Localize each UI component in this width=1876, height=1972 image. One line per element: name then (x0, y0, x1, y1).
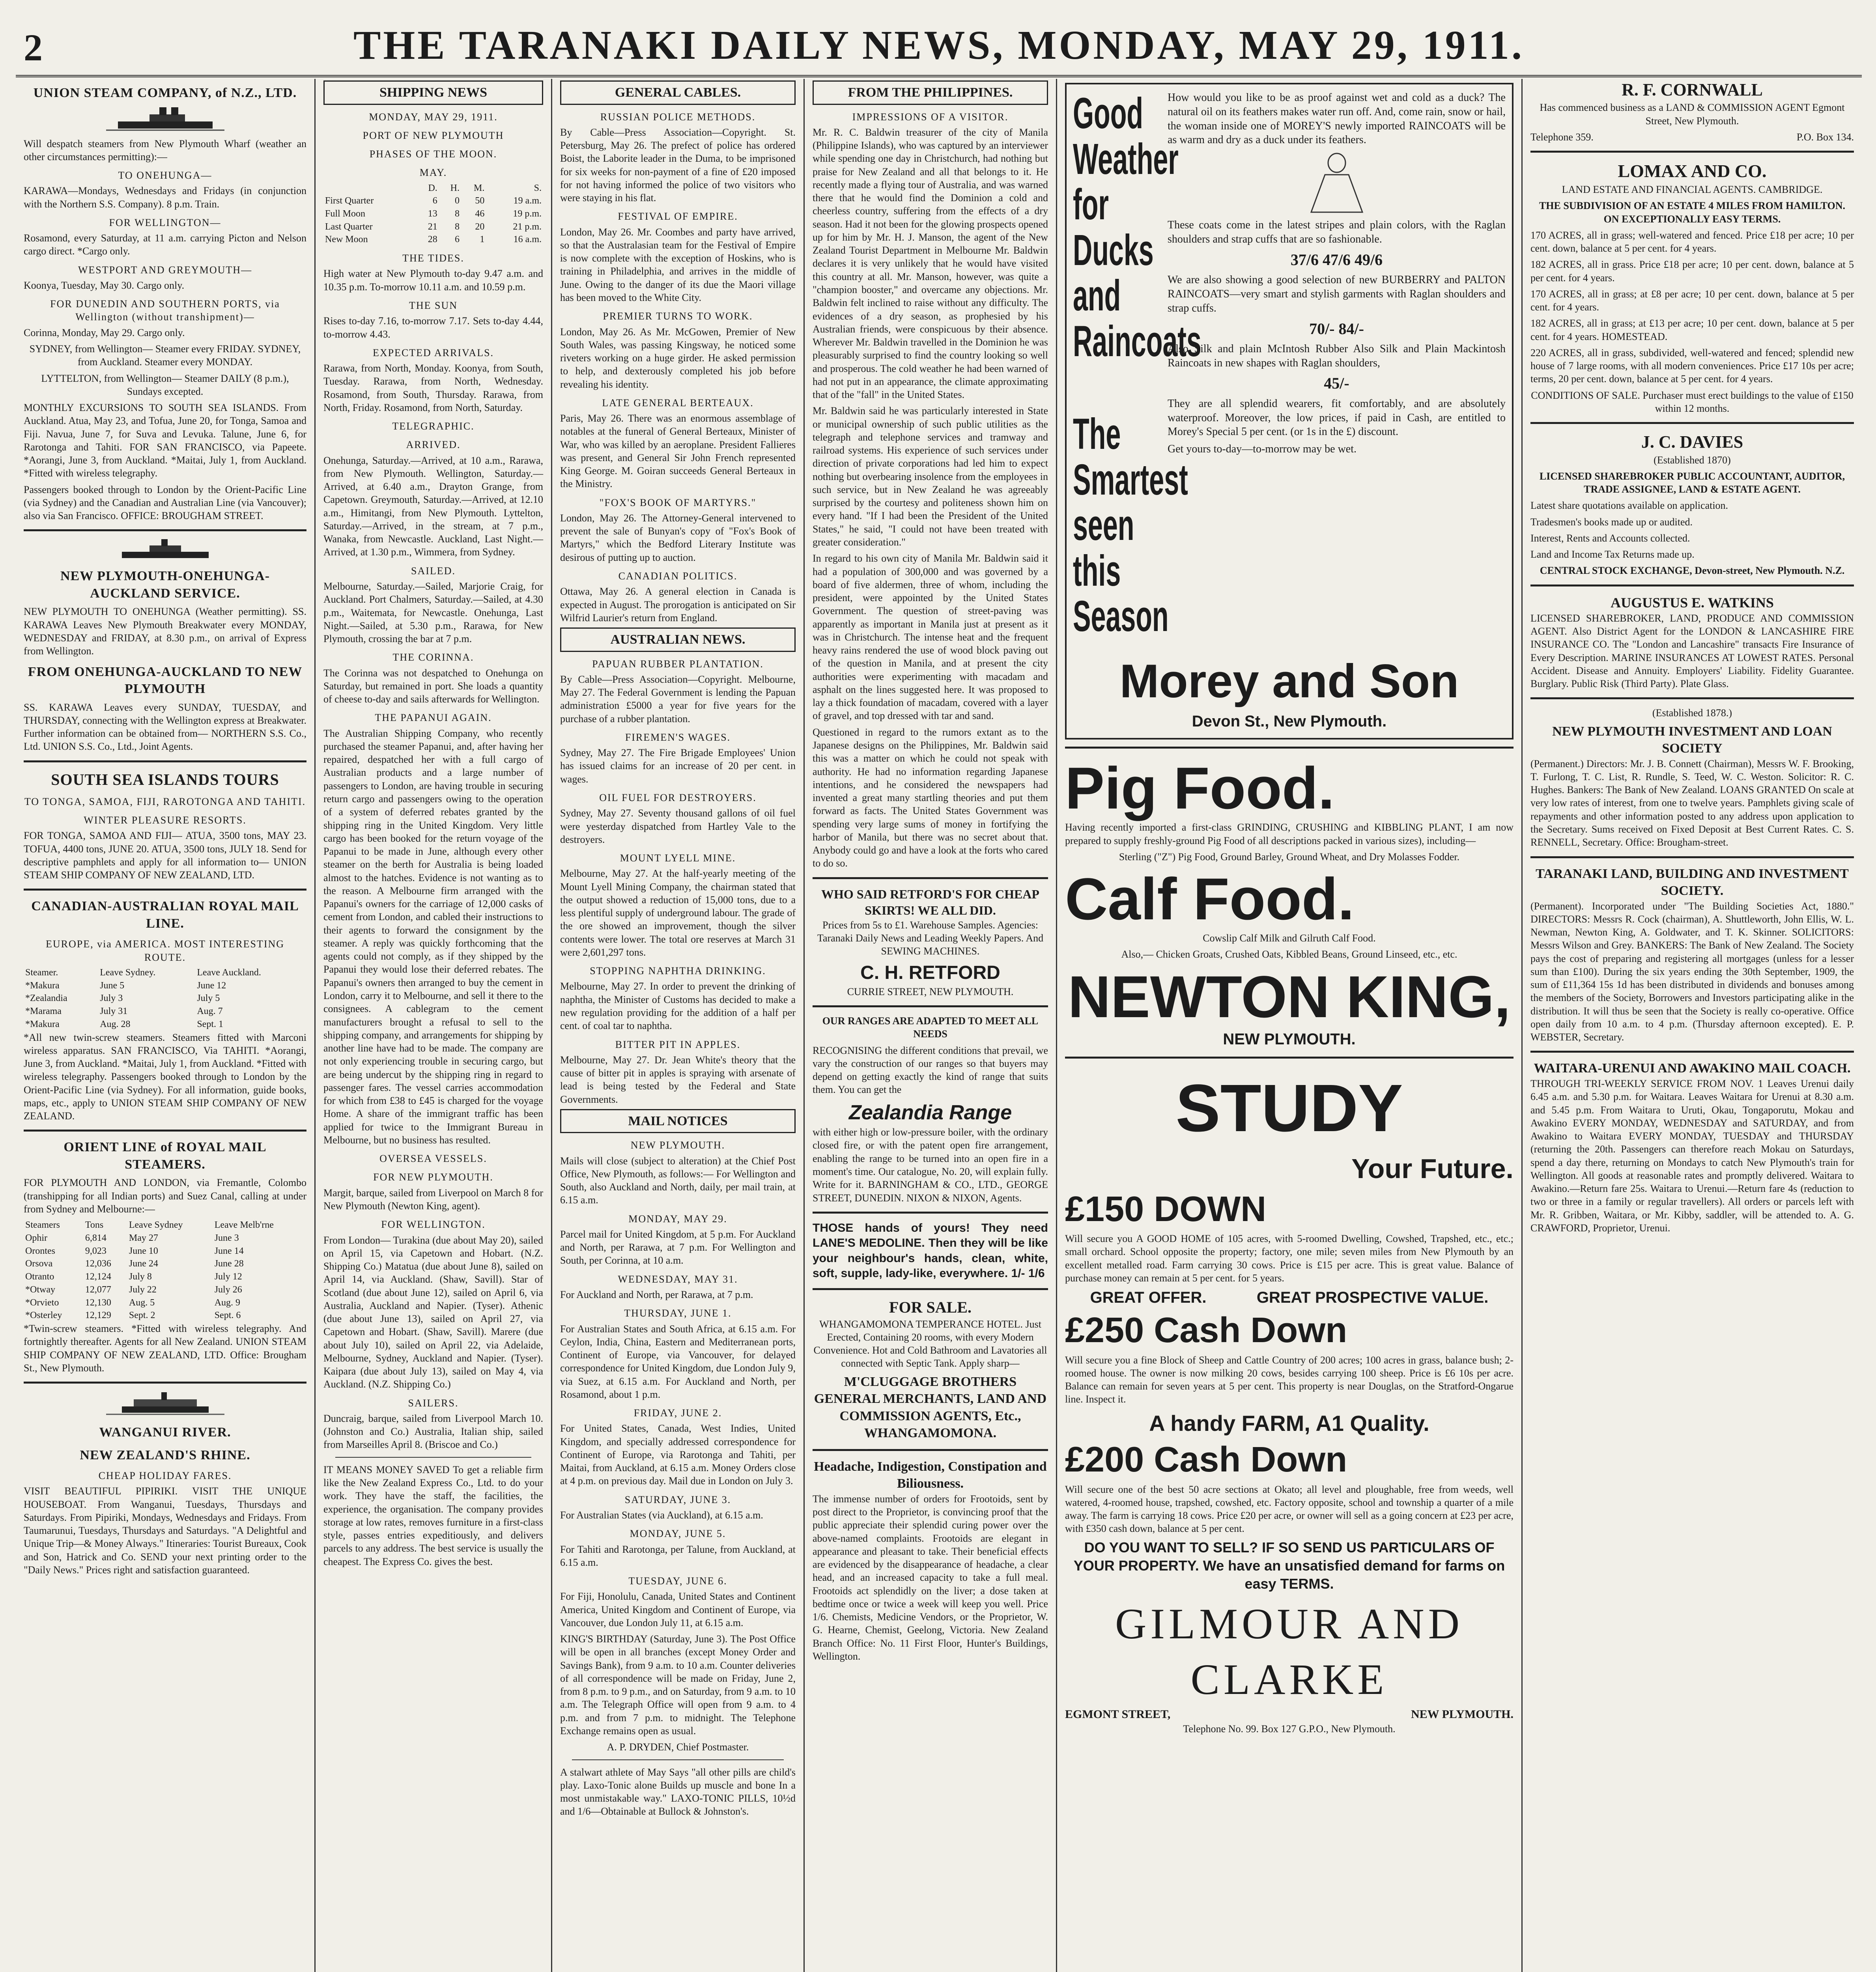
steamer-icon (114, 538, 217, 562)
calf-food-heading: Calf Food. (1065, 866, 1355, 932)
npil-text: (Permanent.) Directors: Mr. J. B. Connett (Chairman), Messrs W. F. Brooking, T. Furlong, T. C. List, R. Rundle, S. Teed, W. C. Weston. Solicitor: R. C. Hughes. Bankers: The Bank of New Zealand. LOANS GRANTED On scale at very low rates of interest, from one to twelve years. Pamphlets giving scale of repayments and other information posted to any address upon application to the Secretary. Sums received on Fixed Deposit at Best Current Rates. C. S. RENNELL, Secretary. Office: Brougham-street. (1530, 758, 1854, 848)
prospective-value: GREAT PROSPECTIVE VALUE. (1256, 1289, 1489, 1307)
raincoat-prices: 37/6 47/6 49/6 (1290, 250, 1383, 269)
kings-birthday-notice: KING'S BIRTHDAY (Saturday, June 3). The Post Office will be open in all branches (except Money Order and Savings Bank), from 9 a.m. to 10 a.m. Counter deliveries of all correspondence will be made on Friday, June 2, from 8 p.m. to 9 p.m., and on Saturday, from 9 a.m. to 10 a.m. The Telegraph Office will open from 9 a.m. to 4 p.m. and from 7 p.m. to midnight. The Telephone Exchange remains open as usual. (560, 1633, 796, 1737)
auckland-np-text: SS. KARAWA Leaves every SUNDAY, TUESDAY, and THURSDAY, connecting with the Wellington express at Breakwater. Further information can be obtained from— NORTHERN S.S. Co., Ltd. UNION S.S. Co., Ltd., Joint Agents. (24, 701, 306, 753)
page-number: 2 (24, 26, 43, 69)
pig-food-list: Sterling ("Z") Pig Food, Ground Barley, Ground Wheat, and Dry Molasses Fodder. (1119, 851, 1460, 863)
pig-calf-food-ad (1065, 756, 1514, 1049)
morey-address: Devon St., New Plymouth. (1192, 713, 1387, 730)
newton-king-place: NEW PLYMOUTH. (1223, 1030, 1356, 1048)
mail-day-text: For Fiji, Honolulu, Canada, United States and Continent America, United Kingdom and Continent of Europe, via Vancouver, due London July 11, at 6.15 a.m. (560, 1591, 796, 1628)
dunedin-heading: FOR DUNEDIN AND SOUTHERN PORTS, via Wellington (without transhipment)— (50, 298, 280, 323)
column-philippines (805, 79, 1057, 1972)
arrived-heading: ARRIVED. (406, 439, 461, 451)
philippines-sub: IMPRESSIONS OF A VISITOR. (852, 111, 1009, 123)
article-text: By Cable—Press Association—Copyright. Melbourne, May 27. The Federal Government is lending the Papuan administration £5000 a year for five years for the purchase of a rubber plantation. (560, 673, 796, 725)
lomax-conditions: CONDITIONS OF SALE. Purchaser must erect buildings to the value of £150 within 12 months. (1531, 389, 1854, 414)
article-text: Sydney, May 27. Seventy thousand gallons of oil fuel were yesterday dispatched from Hartley Vale to the destroyers. (560, 807, 796, 845)
winter-resorts: WINTER PLEASURE RESORTS. (84, 814, 247, 826)
wanganui-heading: WANGANUI RIVER. (99, 1425, 231, 1440)
article-text: Ottawa, May 26. A general election in Canada is expected in August. The prorogation is anticipated on Sir Wilfrid Laurier's return from England. (560, 586, 796, 624)
dunedin-text: Corinna, Monday, May 29. Cargo only. (24, 327, 185, 338)
lyttelton-service: LYTTELTON, from Wellington— Steamer DAILY (8 p.m.), Sundays excepted. (41, 372, 289, 397)
davies-service: Latest share quotations available on application. (1530, 500, 1728, 512)
silk-text: Also Silk and plain McIntosh Rubber Also Silk and Plain Mackintosh Raincoats in new shapes with Raglan shoulders, (1168, 342, 1506, 369)
table-row: Otranto 12,124 July 8 July 12 (25, 1272, 242, 1282)
expected-text: Rarawa, from North, Monday. Koonya, from South, Tuesday. Rarawa, from North, Wednesday. Rosamond, from South, Thursday. Rarawa, from North, Friday. Rosamond, from North, Saturday. (323, 362, 543, 413)
overseas-np-text: Margit, barque, sailed from Liverpool on March 8 for New Plymouth (Newton King, agent). (323, 1187, 543, 1212)
raincoats-headline: Good Weather for Ducks and Raincoats The Smartest seen this Season (1073, 91, 1201, 639)
coach-text: THROUGH TRI-WEEKLY SERVICE FROM NOV. 1 Leaves Urenui daily 6.45 a.m. and 5.30 p.m. for Waitara. Leaves Waitara for Urenui at 8.30 a.m. and 5.45 p.m. From Waitara to Uruti, Okau, Tongaporutu, Mokau and Awakino EVERY MONDAY, WEDNESDAY and SATURDAY, and from Awakino to Waitara EVERY MONDAY, TUESDAY and THURSDAY (returning the 20th. Passengers can therefore reach Mokau on Saturdays, spend a day there, returning on Mondays to catch New Plymouth's train for Wellington. All goods at reasonable rates and promptly delivered. Waitara to Awakino.—Return fare 25s. Waitara to Urenui.—Return fare 4s (reduction to two or three in a family or regular travellers). All orders or parcels left with Mr. R. Gribben, Waitara, or Mr. Kibby, saddler, will be attended to. A. G. CRAWFORD, Proprietor, Urenui. (1530, 1078, 1854, 1234)
article-text: Mr. R. C. Baldwin treasurer of the city of Manila (Philippine Islands), who was captured by an interviewer while spending one day in Christchurch, had nothing but praise for New Zealand and all that belongs to it. He recently made a flying tour of Australia, and was warned there that he would find the Dominion a cold and cheerless country, suffering from the effects of a dry season. Had it not been for the glowing prospects opened up for him by Mr. H. J. Manson, the agent of the New Zealand Tourist Department in Melbourne Mr. Baldwin declares it is very unlikely that he would have visited this country at all. Mr. Manson, however, was quite a "champion booster," and overcame any objections. Mr. Baldwin felt inclined to raise without any difficulty. The evidences of a dry season, as prophesied by his Australian friends, were conspicuous by their absence. Wherever Mr. Baldwin travelled in the Dominion he was pleasurably surprised to find the country looking so well and prosperous. The cold weather he had been warned of had not put in an appearance, the climate approximating that of the "fall" in the United States. (813, 126, 1048, 401)
table-row: *Osterley 12,129 Sept. 2 Sept. 6 (25, 1310, 241, 1321)
article-text: London, May 26. As Mr. McGowen, Premier of New South Wales, was passing Kingsway, he noticed some riveters working on a huge girder. He asked permission to help, and dexterously completed his job before revealing his identity. (560, 326, 796, 390)
papanui-heading: THE PAPANUI AGAIN. (375, 712, 492, 724)
telegraphic-heading: TELEGRAPHIC. (392, 420, 475, 432)
calf-food-text: Cowslip Calf Milk and Gilruth Calf Food. (1203, 932, 1376, 944)
usc-company-name: UNION STEAM COMPANY, of N.Z., LTD. (33, 86, 297, 100)
lomax-item: 220 ACRES, all in grass, subdivided, well-watered and fenced; splendid new house of 7 large rooms, with all modern conveniences. Price £17 10s per acre; terms, 20 per cent. down, balance at 5 per cent. for 4 years. (1530, 347, 1854, 385)
westport-heading: WESTPORT AND GREYMOUTH— (78, 264, 252, 276)
gilmour-clarke-name: GILMOUR AND CLARKE (1115, 1599, 1464, 1703)
mail-day-text: For Auckland and North, per Rarawa, at 7 p.m. (560, 1289, 753, 1300)
table-row: *Makura June 5 June 12 (25, 980, 226, 991)
zealandia-name: Zealandia Range (848, 1101, 1012, 1124)
article-heading: "FOX'S BOOK OF MARTYRS." (599, 497, 757, 508)
corinna-text: The Corinna was not despatched to Onehunga on Saturday, but remained in port. She loads a quantity of cheese to-day and sails afterwards for Wellington. (323, 667, 543, 705)
arrived-text: Onehunga, Saturday.—Arrived, at 10 a.m., Rarawa, from New Plymouth. Wellington, Saturday.—Arrived, at 6.40 a.m., Drayton Grange, from Capetown. Greymouth, Saturday.—Arrived, at 12.10 a.m., Himitangi, from New Plymouth. Lyttelton, Saturday.—Arrived, in the stream, at 7 p.m., Wanaka, from Newcastle. Auckland, Last Night.—Arrived, at 1.30 p.m., Wimmera, from Sydney. (323, 454, 543, 558)
sailers-text: Duncraig, barque, sailed from Liverpool March 10. (Johnston and Co.) Australia, Italian ship, sailed from Marseilles April 8. (Briscoe and Co.) (323, 1412, 543, 1451)
table-row: Last Quarter 21 8 20 21 p.m. (325, 221, 542, 232)
mail-day-text: For Australian States (via Auckland), at 6.15 a.m. (560, 1509, 763, 1521)
orient-line-heading: ORIENT LINE of ROYAL MAIL STEAMERS. (64, 1140, 267, 1172)
wellington-heading: FOR WELLINGTON— (109, 217, 221, 228)
mcluggage-name: M'CLUGGAGE BROTHERS GENERAL MERCHANTS, LAND AND COMMISSION AGENTS, Etc., WHANGAMOMONA. (814, 1374, 1047, 1441)
handy-farm: A handy FARM, A1 Quality. (1149, 1410, 1429, 1436)
gilmour-town: NEW PLYMOUTH. (1411, 1708, 1514, 1721)
table-header: Steamer. (25, 967, 58, 978)
table-row: *Marama July 31 Aug. 7 (25, 1006, 223, 1017)
cash-200-heading: £200 Cash Down (1065, 1440, 1347, 1480)
onehunga-text: KARAWA—Mondays, Wednesdays and Fridays (in conjunction with the Northern S.S. Company). 8 p.m. Train. (24, 185, 306, 210)
table-header: Tons (85, 1220, 104, 1231)
onehunga-auckland-heading: NEW PLYMOUTH-ONEHUNGA-AUCKLAND SERVICE. (60, 569, 270, 601)
table-row: Full Moon 13 8 46 19 p.m. (325, 209, 542, 219)
orient-schedule-table (24, 1219, 306, 1322)
sun-text: Rises to-day 7.16, to-morrow 7.17. Sets to-day 4.44, to-morrow 4.43. (323, 315, 543, 340)
zealandia-top: OUR RANGES ARE ADAPTED TO MEET ALL NEEDS (822, 1015, 1039, 1040)
article-text: Melbourne, May 27. Dr. Jean White's theory that the cause of bitter pit in apples is spraying with arsenate of lead is being tested by the Federal and State Governments. (560, 1054, 796, 1105)
down-150-heading: £150 DOWN (1065, 1189, 1267, 1229)
for-sale-text: WHANGAMOMONA TEMPERANCE HOTEL. Just Erected, Containing 20 rooms, with every Modern Convenience. Hot and Cold Bathroom and Lavatories all connected with Septic Tank. Apply sharp— (813, 1318, 1047, 1369)
westport-text: Koonya, Tuesday, May 30. Cargo only. (24, 279, 185, 291)
waterproof-text: They are all splendid wearers, fit comfortably, and are absolutely waterproof. Moreover, the low prices, if paid in Cash, are entitled to Morey's Special 5 per cent. (or 1s in the £) discount. (1168, 397, 1506, 438)
overseas-wellington-heading: FOR WELLINGTON. (381, 1219, 486, 1231)
article-heading: STOPPING NAPHTHA DRINKING. (590, 965, 766, 977)
gilmour-clarke-ad (1065, 1066, 1514, 1735)
calf-food-also: Also,— Chicken Groats, Crushed Oats, Kibbled Beans, Ground Linseed, etc., etc. (1121, 949, 1457, 960)
expected-heading: EXPECTED ARRIVALS. (372, 347, 494, 359)
retford-text: Prices from 5s to £1. Warehouse Samples. Agencies: Taranaki Daily News and Leading Weekly Papers. And SEWING MACHINES. (817, 919, 1044, 957)
table-header: Leave Sydney (129, 1220, 183, 1231)
general-cables-header: GENERAL CABLES. (560, 80, 796, 105)
davies-service: Interest, Rents and Accounts collected. (1530, 532, 1690, 544)
want-to-sell: DO YOU WANT TO SELL? IF SO SEND US PARTICULARS OF YOUR PROPERTY. We have an unsatisfied demand for farms on easy TERMS. (1073, 1539, 1505, 1592)
canadian-line-sub: EUROPE, via AMERICA. MOST INTERESTING ROUTE. (45, 938, 285, 963)
medoline-ad: THOSE hands of yours! They need LANE'S MEDOLINE. Then they will be like your neighbour's hands, clean, white, soft, supple, lady-like, everywhere. 1/- 1/6 (813, 1221, 1048, 1280)
papanui-text: The Australian Shipping Company, who recently purchased the steamer Papanui, and, after having her repaired, despatched her with a full cargo of Australian products and a large number of passengers to London, are having trouble in securing return cargo and passengers owing to the operation of a system of deferred rebates granted by the shipping ring in the United Kingdom. Very little cargo has been booked for the return voyage of the Papanui to be made in June, although every other steamer on the berth for Australia is being loaded almost to the hatches. Evidence is not wanting as to the reason. A Melbourne firm arranged with the Papanui's owners for the carriage of 12,000 casks of cement from London, and cabled their instructions to their agents to forward the consignment by the steamer. A reply was quickly forthcoming that the agents could not comply, as if they shipped by the Papanui they would lose their deferred rebates. The Papanui's owners then arranged to buy the cement in London, carry it to Melbourne, and sell it there to the consignees. A cablegram to the cement manufacturers brought a refusal to sell to the shipping company, and arrangements for shipping by another line have had to be made. The company are not only experiencing trouble in securing cargo, but are being undercut by the shipping ring in regard to passenger fares. The vessel carries accommodation for which from £38 to £45 is charged for the voyage Home. A share of the immigrant traffic has been applied for twice to the Immigrant Bureau in Melbourne, but no business has resulted. (323, 727, 543, 1146)
article-heading: MOUNT LYELL MINE. (620, 852, 736, 864)
study-heading: STUDY (1175, 1070, 1403, 1146)
auckland-np-heading: FROM ONEHUNGA-AUCKLAND TO NEW PLYMOUTH (28, 664, 303, 697)
wanganui-text: VISIT BEAUTIFUL PIPIRIKI. VISIT THE UNIQUE HOUSEBOAT. From Wanganui, Tuesdays, Thursdays and Saturdays. From Pipiriki, Mondays, Wednesdays and Fridays. From Taumarunui, Tuesdays, Thursdays and Saturdays. "A Delightful and Unique Trip—& Money Always." Itineraries: Tourist Bureaux, Cook and Son, Hatrick and Co. SEND your next printing order to the "Daily News." Prices right and satisfaction guaranteed. (24, 1485, 306, 1576)
lomax-item: 170 ACRES, all in grass; at £8 per acre; 10 per cent. down, balance at 5 per cent. for 4 years. (1530, 288, 1854, 313)
port-heading: PORT OF NEW PLYMOUTH (362, 129, 504, 141)
article-heading: BITTER PIT IN APPLES. (615, 1038, 741, 1050)
table-header: Steamers (25, 1220, 60, 1231)
study-sub: Your Future. (1351, 1153, 1514, 1184)
for-sale-heading: FOR SALE. (889, 1298, 972, 1317)
pig-food-heading: Pig Food. (1065, 755, 1335, 822)
sailed-heading: SAILED. (411, 565, 456, 577)
raincoat-woman-illustration (1278, 151, 1396, 214)
shipping-date: MONDAY, MAY 29, 1911. (369, 111, 498, 123)
davies-name: J. C. DAVIES (1641, 432, 1743, 452)
onehunga-heading: TO ONEHUNGA— (118, 170, 212, 181)
sailers-heading: SAILERS. (408, 1397, 459, 1409)
article-text: In regard to his own city of Manila Mr. Baldwin said it had a population of 300,000 and was governed by a board of five aldermen, three of whom, including the president, were appointed by the United States Government. The question of street-paving was apparently as important in Manila just at present as it was in Christchurch. The intense heat and the frequent heavy rains rendered the use of wood block paving out of the question in Manila, and at present the city authorities were experimenting with macadam and asphalt on the lines suggested here. It was proposed to lay a thick foundation of macadam, covered with a layer of gravel, and top dressed with tar and sand. (813, 553, 1048, 722)
postmaster-signature: A. P. DRYDEN, Chief Postmaster. (607, 1741, 749, 1753)
watkins-text: LICENSED SHAREBROKER, LAND, PRODUCE AND COMMISSION AGENT. Also District Agent for the LONDON & LANCASHIRE FIRE INSURANCE CO. The "London and Lancashire" transacts Fire Insurance of Every Description. MARINE INSURANCES AT LOWEST RATES. Personal Accident. Disease and Annuity. Employers' Liability. Fidelity Guarantee. Burglary. Public Risk (Third Party). Plate Glass. (1530, 612, 1854, 690)
mail-place: NEW PLYMOUTH. (630, 1139, 725, 1151)
mail-day: MONDAY, JUNE 5. (630, 1528, 726, 1540)
table-header: Leave Sydney. (100, 967, 156, 978)
table-row: *Orvieto 12,130 Aug. 5 Aug. 9 (25, 1297, 241, 1308)
sun-heading: THE SUN (409, 299, 458, 311)
retford-heading: WHO SAID RETFORD'S FOR CHEAP SKIRTS! WE ALL DID. (821, 887, 1039, 917)
article-heading: PREMIER TURNS TO WORK. (603, 310, 753, 322)
burberry-text: We are also showing a good selection of new BURBERRY and PALTON RAINCOATS—very smart and stylish garments with Raglan shoulders and strap cuffs. (1168, 274, 1506, 314)
raincoat-text: These coats come in the latest stripes and plain colors, with the Raglan shoulders and strap cuffs that are so fashionable. (1168, 219, 1506, 246)
burberry-prices: 70/- 84/- (1309, 319, 1364, 338)
davies-service: Land and Income Tax Returns made up. (1530, 549, 1695, 560)
morey-son-logo: Morey and Son (1119, 654, 1459, 708)
corinna-heading: THE CORINNA. (392, 652, 474, 663)
davies-service: Tradesmen's books made up or audited. (1530, 516, 1693, 528)
mail-day-text: For Australian States and South Africa, at 6.15 a.m. For Ceylon, India, China, Eastern and Mediterranean ports, Continent of Europe, via Vancouver, for delayed correspondence for United Kingdom, due London July 9, via Suez, at 6.15 a.m. For Auckland and North, per Rosamond, about 1 p.m. (560, 1323, 796, 1400)
article-heading: FIREMEN'S WAGES. (625, 731, 731, 743)
tlb-name: TARANAKI LAND, BUILDING AND INVESTMENT SOCIETY. (1536, 866, 1849, 898)
silk-price: 45/- (1324, 374, 1349, 392)
davies-text: LICENSED SHAREBROKER PUBLIC ACCOUNTANT, AUDITOR, TRADE ASSIGNEE, LAND & ESTATE AGENT. (1539, 470, 1845, 495)
onehunga-auckland-text: NEW PLYMOUTH TO ONEHUNGA (Weather permitting). SS. KARAWA Leaves New Plymouth Breakwater every MONDAY, WEDNESDAY and FRIDAY, at 8.30 p.m., on arrival of Express from Wellington. (24, 606, 306, 657)
usc-intro: Will despatch steamers from New Plymouth Wharf (weather an other circumstances permitting):— (24, 138, 306, 162)
article-text: London, May 26. The Attorney-General intervened to prevent the sale of Bunyan's copy of "Fox's Book of Martyrs," which the Bedford Literary Institute was desirous of putting up to auction. (560, 512, 796, 563)
column-general-cables (552, 79, 805, 1972)
sydney-service: SYDNEY, from Wellington— Steamer every FRIDAY. SYDNEY, from Auckland. Steamer every MONDAY. (29, 343, 301, 368)
cash-250-heading: £250 Cash Down (1065, 1311, 1347, 1350)
article-heading: PAPUAN RUBBER PLANTATION. (592, 658, 764, 670)
masthead (16, 16, 1862, 77)
mail-day: FRIDAY, JUNE 2. (633, 1407, 722, 1419)
column-advertisements (1057, 79, 1523, 1972)
canadian-schedule-table (24, 966, 306, 1031)
article-text: By Cable—Press Association—Copyright. St. Petersburg, May 26. The prefect of police has ordered Boist, the Laborite leader in the Duma, to be imprisoned for six weeks for non-payment of a fine of £20 imposed for not having informed the police of two visitors who were staying in his flat. (560, 126, 796, 204)
article-text: Melbourne, May 27. At the half-yearly meeting of the Mount Lyell Mining Company, the chairman stated that the output showed a reduction of 15,000 tons, due to a less plentiful supply of underground labour. The grade of the ore showed an improvement, though the silver contents were lower. The total ore reserves at March 31 were 2,601,297 tons. (560, 868, 796, 958)
pig-food-text: Having recently imported a first-class GRINDING, CRUSHING and KIBBLING PLANT, I am now prepared to supply freshly-ground Pig Food of all descriptions packed in various sizes), including— (1065, 822, 1514, 846)
australian-news-header: AUSTRALIAN NEWS. (560, 627, 796, 652)
column-shipping-ads (16, 79, 316, 1972)
moon-month: MAY. (419, 167, 447, 179)
coach-name: WAITARA-URENUI AND AWAKINO MAIL COACH. (1534, 1061, 1851, 1076)
riverboat-icon (106, 1391, 224, 1418)
mail-day: TUESDAY, JUNE 6. (628, 1575, 727, 1587)
lomax-item: 182 ACRES, all in grass. Price £18 per acre; 10 per cent. down, balance at 5 per cent. for 4 years. (1530, 259, 1854, 284)
south-sea-islands-text: FOR TONGA, SAMOA AND FIJI— ATUA, 3500 tons, MAY 23. TOFUA, 4400 tons, JUNE 20. ATUA, 3500 tons, JULY 18. Send for descriptive pamphlets and apply for all information to— UNION STEAM SHIP COMPANY OF NEW ZEALAND, LTD. (24, 830, 306, 881)
article-heading: LATE GENERAL BERTEAUX. (602, 397, 754, 409)
overseas-heading: OVERSEA VESSELS. (379, 1153, 487, 1165)
article-heading: RUSSIAN POLICE METHODS. (600, 111, 756, 123)
npil-name: NEW PLYMOUTH INVESTMENT AND LOAN SOCIETY (1552, 724, 1832, 756)
mail-day-text: For United States, Canada, West Indies, United Kingdom, and specially addressed correspondence for Continent of Europe, via Rarotonga and Tahiti, per Maitai, from Auckland, at 6.15 a.m. Money Orders close at 4 p.m. on previous day. Mail due in London on July 3. (560, 1423, 796, 1487)
mail-day-text: For Tahiti and Rarotonga, per Talune, from Auckland, at 6.15 a.m. (560, 1543, 796, 1568)
morey-raincoat-ad (1065, 83, 1514, 740)
mail-day: WEDNESDAY, MAY 31. (618, 1273, 738, 1285)
orient-note: *Twin-screw steamers. *Fitted with wireless telegraphy. And fortnightly thereafter. Agents for all New Zealand. UNION STEAM SHIP COMPANY OF NEW ZEALAND, LTD. Office: Brougham St., New Plymouth. (24, 1322, 306, 1374)
column-business-cards (1523, 79, 1862, 1972)
davies-address: CENTRAL STOCK EXCHANGE, Devon-street, New Plymouth. N.Z. (1540, 565, 1845, 577)
table-row: First Quarter 6 0 50 19 a.m. (325, 196, 542, 206)
watkins-name: AUGUSTUS E. WATKINS (1611, 594, 1774, 611)
article-heading: CANADIAN POLITICS. (618, 570, 738, 582)
cash-250-text: Will secure you a fine Block of Sheep and Cattle Country of 200 acres; 100 acres in grass, balance bush; 2-roomed house. The owner is now milking 20 cows, besides carrying 100 sheep. Price is £6 10s per acre. Balance can remain for seven years at 5 per cent. This property is near Douglas, on the Stratford-Ongarue line. Inspect it. (1065, 1354, 1514, 1405)
mail-day-text: Parcel mail for United Kingdom, at 5 p.m. For Auckland and North, per Rarawa, at 7 p.m. For Wellington and South, per Corinna, at 10 a.m. (560, 1228, 796, 1266)
article-heading: FESTIVAL OF EMPIRE. (618, 211, 738, 222)
canadian-line-heading: CANADIAN-AUSTRALIAN ROYAL MAIL LINE. (31, 899, 299, 931)
newspaper-title: THE TARANAKI DAILY NEWS, MONDAY, MAY 29, 1911. (353, 22, 1524, 68)
mail-day: MONDAY, MAY 29. (628, 1213, 727, 1225)
wanganui-fares: CHEAP HOLIDAY FARES. (98, 1470, 232, 1482)
table-row: Orontes 9,023 June 10 June 14 (25, 1246, 244, 1256)
mail-day: THURSDAY, JUNE 1. (624, 1307, 732, 1319)
column-shipping-news (316, 79, 552, 1972)
npil-established: (Established 1878.) (1652, 707, 1732, 719)
lomax-intro: THE SUBDIVISION OF AN ESTATE 4 MILES FROM HAMILTON. ON EXCEPTIONALLY EASY TERMS. (1539, 200, 1846, 225)
newton-king-name: NEWTON KING, (1068, 963, 1511, 1030)
gilmour-street: EGMONT STREET, (1065, 1708, 1171, 1721)
canadian-note: *All new twin-screw steamers. Steamers fitted with Marconi wireless apparatus. SAN FRANCISCO, Via TAHITI. *Aorangi, June 3, from Auckland. *Maitai, July 1, from Auckland. *Fitted with wireless telegraphy. Passengers booked through to London by the Orient-Pacific Line (via Sydney). For all information, guide books, maps, etc., apply to UNION STEAM SHIP COMPANY OF NEW ZEALAND. (24, 1031, 306, 1122)
table-row: *Makura Aug. 28 Sept. 1 (25, 1019, 223, 1029)
steamship-icon (106, 106, 224, 133)
frootoids-text: The immense number of orders for Frootoids, sent by post direct to the Proprietor, is convincing proof that the public appreciate their splendid curing power over the above-named complaints. Frootoids are elegant in appearance and pleasant to take. Their beneficial effects are evidenced by the disappearance of headache, a clear head, and an increased capacity to take a full meal. Frootoids act splendidly on the liver; a dose taken at bedtime once or twice a week will keep you well. Price 1/6. Chemists, Medicine Vendors, or the Proprietor, W. G. Hearne, Chemist, Geelong, Victoria. New Zealand Branch Office: No. 11 First Floor, Hunter's Buildings, Wellington. (813, 1493, 1048, 1662)
table-row: New Moon 28 6 1 16 a.m. (325, 234, 542, 245)
gilmour-telephone: Telephone No. 99. Box 127 G.P.O., New Plymouth. (1183, 1723, 1396, 1735)
retford-address: CURRIE STREET, NEW PLYMOUTH. (847, 986, 1014, 997)
wellington-text: Rosamond, every Saturday, at 11 a.m. carrying Picton and Nelson cargo direct. *Cargo only. (24, 232, 306, 257)
article-text: Mr. Baldwin said he was particularly interested in State or municipal ownership of such public utilities as the telegraph and telephone services and tramway and railroad systems. His experience of such services under direction of private corporations had led him to expect nothing but overbearing insolence from the employees in such service, but in New Zealand he was agreeably surprised by the courtesy and politeness shown him on every hand. "If I had been the President of the United States," he said, "I could not have been treated with greater consideration." (813, 405, 1048, 548)
table-header: Leave Auckland. (197, 967, 261, 978)
mail-day: SATURDAY, JUNE 3. (624, 1494, 731, 1505)
philippines-header: FROM THE PHILIPPINES. (813, 80, 1048, 105)
article-heading: OIL FUEL FOR DESTROYERS. (599, 792, 757, 803)
cornwall-box: P.O. Box 134. (1796, 131, 1854, 143)
tlb-text: (Permanent). Incorporated under "The Building Societies Act, 1880." DIRECTORS: Messrs R. Cock (chairman), A. Shuttleworth, John Ellis, W. L. Newman, Newton King, A. Goldwater, and T. K. Skinner. SOLICITORS: Messrs Wilson and Grey. BANKERS: The Bank of New Zealand. The Society pays the cost of preparing and registering all mortgages (unless for a lesser sum than £100). During the six years ending the 30th September, 1909, the sum of £11,364 15s 1d has been distributed in dividends and bonuses among the members of the Society, Borrowers and Investors participating alike in the distribution. It will thus be seen that the Society is really co-operative. Office open daily from 10 a.m. to 4 p.m. (Thursday afternoon excepted). E. P. WEBSTER, Secretary. (1530, 900, 1854, 1043)
mail-notices-header: MAIL NOTICES (560, 1109, 796, 1134)
cornwall-name: R. F. CORNWALL (1622, 80, 1763, 99)
get-yours-text: Get yours to-day—to-morrow may be wet. (1168, 443, 1357, 456)
lomax-sub: LAND ESTATE AND FINANCIAL AGENTS. CAMBRIDGE. (1562, 183, 1823, 195)
express-company-ad: IT MEANS MONEY SAVED To get a reliable firm like the New Zealand Express Co., Ltd. to do your work. They have the staff, the facilities, the experience, the organisation. The company provides storage at low rates, removes furniture in a first-class style, passes entries expeditiously, and delivers parcels to any address. The best service is usually the cheapest. The Express Co. gives the best. (323, 1464, 543, 1567)
moon-heading: PHASES OF THE MOON. (369, 148, 497, 160)
table-header: Leave Melb'rne (214, 1220, 274, 1231)
cornwall-text: Has commenced business as a LAND & COMMISSION AGENT Egmont Street, New Plymouth. (1540, 102, 1845, 127)
article-text: Paris, May 26. There was an enormous assemblage of notables at the funeral of General Berteaux, Minister of War, who was killed by an aeroplane. President Fallieres was present, and General Sir John French represented King George. M. Goiran succeeds General Berteaux in the Ministry. (560, 413, 796, 490)
orient-line-sub: FOR PLYMOUTH AND LONDON, via Fremantle, Colombo (transhipping for all Indian ports) and Suez Canal, calling at under from Sydney and Melbourne:— (24, 1177, 306, 1215)
raincoat-intro: How would you like to be as proof against wet and cold as a duck? The natural oil on its feathers makes water run off. And, come rain, snow or hail, the woman inside one of MOREY'S newly imported RAINCOATS will be as warm and dry as a duck under its feathers. (1168, 92, 1506, 146)
south-sea-islands-heading: SOUTH SEA ISLANDS TOURS (51, 770, 279, 788)
sailed-text: Melbourne, Saturday.—Sailed, Marjorie Craig, for Auckland. Port Chalmers, Saturday.—Sailed, at 4.30 p.m., Waitemata, for Newcastle. Onehunga, Last Night.—Sailed, at 5.30 p.m., Rarawa, for New Plymouth, crossing the bar at 7 p.m. (323, 581, 543, 645)
mail-intro: Mails will close (subject to alteration) at the Chief Post Office, New Plymouth, as follows:— For Wellington and South, also Auckland and North, daily, per mail train, at 6.15 a.m. (560, 1155, 796, 1206)
lomax-name: LOMAX AND CO. (1618, 161, 1767, 181)
overseas-wellington-text: From London— Turakina (due about May 20), sailed on April 15, via Capetown and Hobart. (N.Z. Shipping Co.) Matatua (due about June 8), sailed on April 14, via Auckland. (Shaw, Savill). Star of Scotland (due about June 12), sailed on April 6, via Australia, Auckland and Napier. (Tyser). Athenic (due about June 13), sailed on April 27, via Capetown and Hobart. (Shaw, Savill). Marere (due about July 10), sailed on April 22, via Adelaide, Melbourne, Sydney, Auckland and Napier. (Tyser). Kaipara (due about July 13), sailed on May 4, via Auckland. (N.Z. Shipping Co.) (323, 1234, 543, 1390)
south-sea-islands-sub: TO TONGA, SAMOA, FIJI, RAROTONGA AND TAHITI. (24, 796, 306, 807)
tides-heading: THE TIDES. (402, 252, 464, 264)
frootoids-heading: Headache, Indigestion, Constipation and Biliousness. (814, 1459, 1047, 1491)
cornwall-telephone: Telephone 359. (1530, 131, 1594, 143)
passengers-text: Passengers booked through to London by the Orient-Pacific Line (via Sydney) and the Canadian and Australian Line (via Vancouver); also via San Francisco. OFFICE: BROUGHAM STREET. (24, 484, 306, 522)
table-row: Ophir 6,814 May 27 June 3 (25, 1232, 239, 1243)
excursions-text: MONTHLY EXCURSIONS TO SOUTH SEA ISLANDS. From Auckland. Atua, May 23, and Tofua, June 20, for Tonga, Samoa and Fiji. Navua, June 7, for Suva and Levuka. Talune, June 6, for Rarotonga and Tahiti. FOR SAN FRANCISCO, via Papeete. *Aorangi, June 3, from Auckland. *Maitai, July 1, from Auckland. *Fitted with wireless telegraphy. (24, 402, 306, 479)
lomax-item: 170 ACRES, all in grass; well-watered and fenced. Price £18 per acre; 10 per cent. down, balance at 5 per cent. for 4 years. (1530, 229, 1854, 254)
wanganui-sub: NEW ZEALAND'S RHINE. (80, 1447, 250, 1462)
tides-text: High water at New Plymouth to-day 9.47 a.m. and 10.35 p.m. To-morrow 10.11 a.m. and 10.59 p.m. (323, 268, 543, 293)
table-row: *Otway 12,077 July 22 July 26 (25, 1284, 242, 1295)
table-row: *Zealandia July 3 July 5 (25, 993, 220, 1004)
article-text: Questioned in regard to the rumors extant as to the Japanese designs on the Philippines, Mr. Baldwin said this was a matter on which he could not speak with authority. He had no information regarding Japanese intentions, and he considered the newspapers had invented a great many startling theories and put them forward as facts. The United States Government was spending very large sums of money in fortifying the harbor of Manila, but there was no secret about that. Anybody could go and have a look at the forts who cared to do so. (813, 726, 1048, 869)
davies-established: (Established 1870) (1654, 454, 1731, 466)
article-text: Sydney, May 27. The Fire Brigade Employees' Union has issued claims for an increase of 20 per cent. in wages. (560, 747, 796, 785)
down-150-text: Will secure you A GOOD HOME of 105 acres, with 5-roomed Dwelling, Cowshed, Trapshed, etc., etc.; small orchard. School opposite the property; factory, one mile; seven miles from New Plymouth by an excellent metalled road. Farm carrying 30 cows. Price is £15 per acre. This is great value. Balance of purchase money can remain at 5 per cent. for 5 years. (1065, 1233, 1514, 1284)
table-row: Orsova 12,036 June 24 June 28 (25, 1259, 244, 1269)
overseas-np-heading: FOR NEW PLYMOUTH. (373, 1171, 493, 1183)
zealandia-text: with either high or low-pressure boiler, with the ordinary closed fire, or with the patent open fire arrangement, enabling the range to be turned into an open fire in a moment's time. Our catalogue, No. 20, will explain fully. Write for it. BARNINGHAM & CO., LTD., GEORGE STREET, DUNEDIN. NIXON & NIXON, Agents. (813, 1126, 1048, 1204)
cash-200-text: Will secure one of the best 50 acre sections at Okato; all level and ploughable, free from weeds, well watered, 4-roomed house, trapshed, cowshed, etc. Factory opposite, school and township a quarter of a mile away. The farm is carrying 18 cows. Price £20 per acre, or owner will sell as a going concern at £23 per acre, with £350 cash down, balance at 5 per cent. (1065, 1483, 1514, 1535)
lomax-item: 182 ACRES, all in grass; at £13 per acre; 10 per cent. down, balance at 5 per cent. for 4 years. HOMESTEAD. (1530, 317, 1854, 342)
zealandia-text: RECOGNISING the different conditions that prevail, we vary the construction of our ranges so that buyers may depend on getting exactly the kind of range that suits them. You can get the (813, 1044, 1048, 1096)
article-text: London, May 26. Mr. Coombes and party have arrived, so that the Australasian team for the Festival of Empire is now complete with the exception of Hoskins, who is training in Philadelphia, and arrives in the middle of June. Owing to the danger of its due the Maori village has been moved to the White City. (560, 226, 796, 303)
shipping-news-header: SHIPPING NEWS (323, 80, 543, 105)
moon-phases-table: D. H. M. S. First Quarter 6 0 50 19 a.m. Full Moon 13 8 46 19 p.m. Last Quarter 21 8 20 21 p.m. New Moon 28 6 1 16 a.m. (323, 182, 543, 246)
laxo-tonic-ad: A stalwart athlete of May Says "all other pills are child's play. Laxo-Tonic alone Builds up muscle and bone In a most unmistakable way." LAXO-TONIC PILLS, 10½d and 1/6—Obtainable at Bullock & Johnston's. (560, 1766, 796, 1817)
great-offer: GREAT OFFER. (1090, 1289, 1207, 1307)
article-text: Melbourne, May 27. In order to prevent the drinking of naphtha, the Minister of Customs has decided to make a new regulation providing for the addition of a half per cent. of coal tar to naphtha. (560, 980, 796, 1032)
retford-name: C. H. RETFORD (860, 962, 1000, 984)
